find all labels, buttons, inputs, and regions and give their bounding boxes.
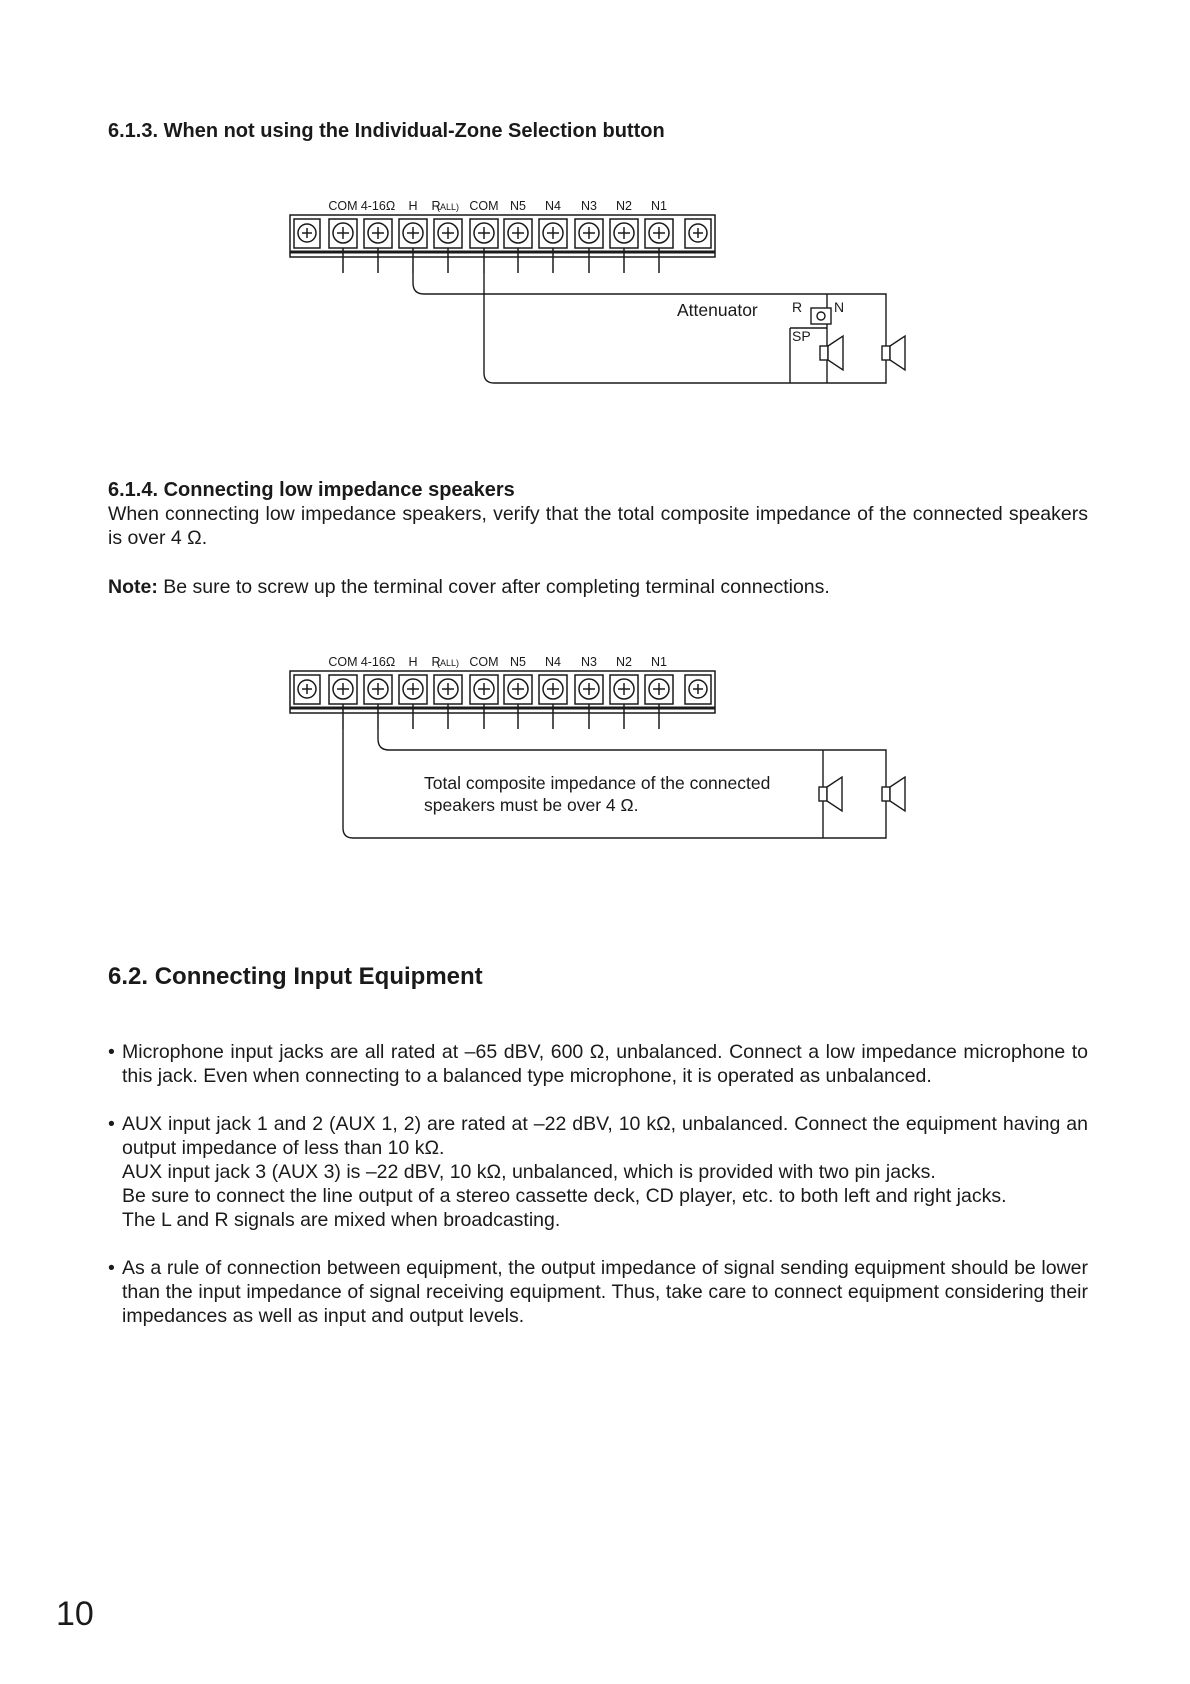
label-all: (ALL) <box>436 202 460 212</box>
low-impedance-paragraph: When connecting low impedance speakers, verify that the total composite impedance of the connected speakers is over 4 Ω. <box>108 503 1088 549</box>
attenuator-r-label: R <box>792 299 803 315</box>
page-number: 10 <box>56 1595 94 1633</box>
note-label: Note: <box>108 576 158 598</box>
label-com: COM <box>328 199 358 213</box>
label-n5: N5 <box>510 199 526 213</box>
label-n1: N1 <box>651 199 667 213</box>
list-item <box>108 1256 1088 1328</box>
bullet-marker: • <box>108 1113 115 1135</box>
label-4-16-ohm: 4-16Ω <box>360 199 396 213</box>
heading-6-1-4: 6.1.4. Connecting low impedance speakers <box>108 479 515 501</box>
list-item <box>108 1040 1088 1088</box>
label-n2: N2 <box>616 199 632 213</box>
heading-6-1-3: 6.1.3. When not using the Individual-Zone Selection button <box>108 120 665 142</box>
label-n3: N3 <box>581 655 597 669</box>
heading-6-2: 6.2. Connecting Input Equipment <box>108 963 483 990</box>
label-h: H <box>408 199 418 213</box>
bullet-marker: • <box>108 1041 115 1063</box>
terminal-block <box>290 671 715 729</box>
terminal-block <box>290 215 715 273</box>
label-h: H <box>408 655 418 669</box>
terminal-labels <box>328 199 667 213</box>
label-r: R <box>431 199 441 213</box>
speaker-icon <box>820 336 843 370</box>
note-text: Be sure to screw up the terminal cover after completing terminal connections. <box>157 576 830 598</box>
label-n3: N3 <box>581 199 597 213</box>
bullet-text: Be sure to connect the line output of a stereo cassette deck, CD player, etc. to both left and right jacks. <box>122 1185 1007 1207</box>
label-all: (ALL) <box>436 658 460 668</box>
label-n4: N4 <box>545 199 561 213</box>
composite-impedance-caption-line2: speakers must be over 4 Ω. <box>424 795 639 815</box>
wiring-diagram-attenuator <box>0 195 1190 395</box>
label-n5: N5 <box>510 655 526 669</box>
label-com: COM <box>328 655 358 669</box>
bullet-text: As a rule of connection between equipment, the output impedance of signal sending equipment should be lower than the input impedance of signal receiving equipment. Thus, take care to connect equipment considering their impedances as well as input and output levels. <box>122 1257 1088 1327</box>
wiring-diagram-low-impedance <box>0 651 1190 851</box>
bullet-text: AUX input jack 1 and 2 (AUX 1, 2) are rated at –22 dBV, 10 kΩ, unbalanced. Connect the equipment having an output impedance of less than 10 kΩ. <box>122 1113 1088 1159</box>
wiring <box>413 273 886 383</box>
label-r: R <box>431 655 441 669</box>
list-item <box>108 1112 1088 1232</box>
attenuator-sp-label: SP <box>792 328 811 344</box>
label-n4: N4 <box>545 655 561 669</box>
bullet-text: The L and R signals are mixed when broadcasting. <box>122 1209 561 1231</box>
bullet-text: Microphone input jacks are all rated at –65 dBV, 600 Ω, unbalanced. Connect a low impedance microphone to this jack. Even when connecting to a balanced type microphone, it is operated as unbalanced. <box>122 1041 1088 1087</box>
bullet-marker: • <box>108 1257 115 1279</box>
label-4-16-ohm: 4-16Ω <box>360 655 396 669</box>
composite-impedance-caption-line1: Total composite impedance of the connected <box>424 773 771 793</box>
terminal-labels <box>328 655 667 669</box>
attenuator-n-label: N <box>834 299 845 315</box>
label-n1: N1 <box>651 655 667 669</box>
label-n2: N2 <box>616 655 632 669</box>
label-com-2: COM <box>469 655 499 669</box>
note-paragraph <box>108 575 1088 599</box>
bullet-text: AUX input jack 3 (AUX 3) is –22 dBV, 10 kΩ, unbalanced, which is provided with two pin jacks. <box>122 1161 936 1183</box>
attenuator-label: Attenuator <box>677 300 758 320</box>
label-com-2: COM <box>469 199 499 213</box>
